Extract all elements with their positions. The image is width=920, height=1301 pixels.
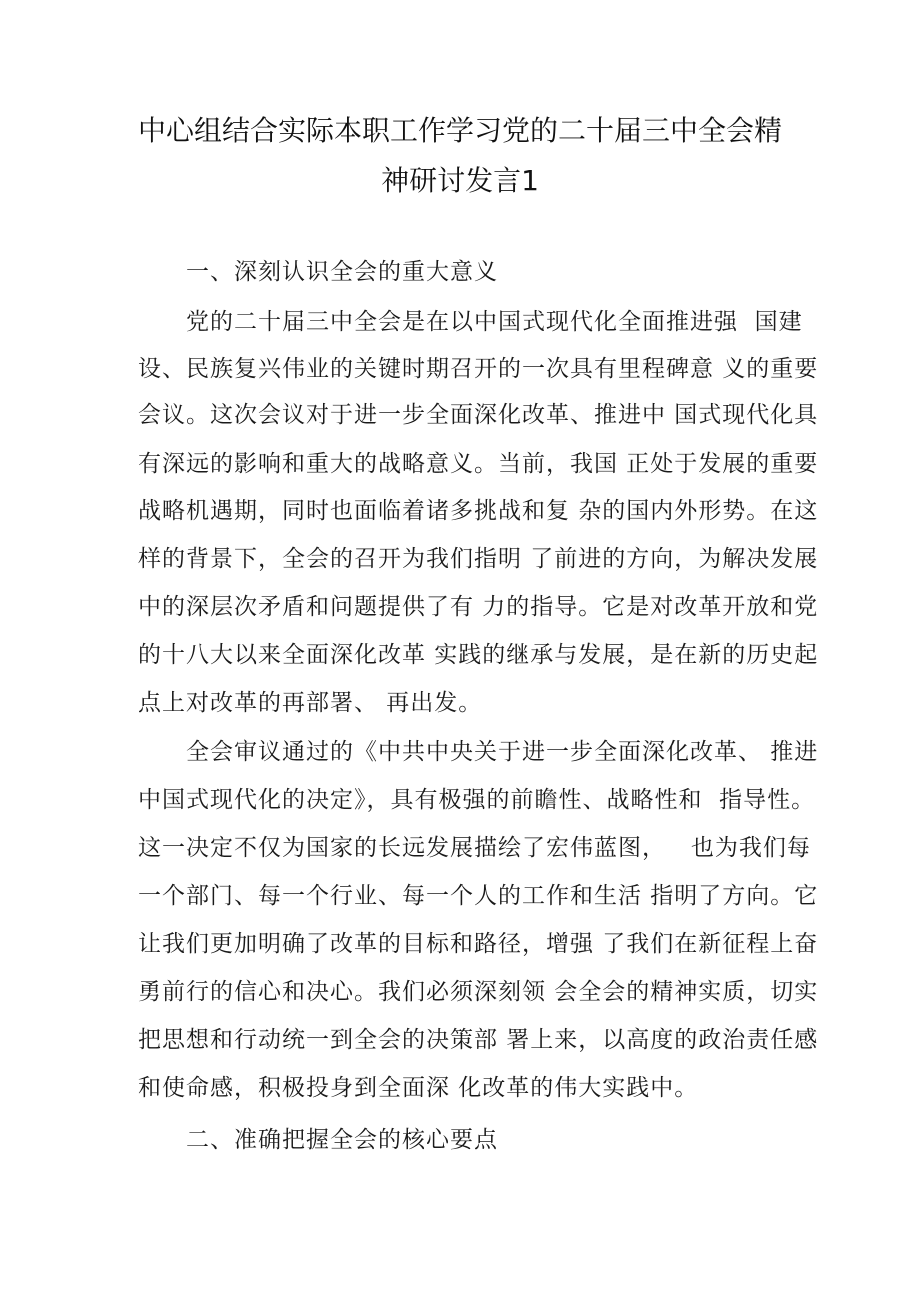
paragraph-line: 战略机遇期，同时也面临着诸多挑战和复 杂的国内外形势。在这	[138, 498, 819, 524]
paragraph-line: 样的背景下，全会的召开为我们指明 了前进的方向，为解决发展	[138, 546, 819, 572]
paragraph-line: 会议。这次会议对于进一步全面深化改革、推进中 国式现代化具	[138, 402, 819, 428]
paragraph-line: 让我们更加明确了改革的目标和路径，增强 了我们在新征程上奋	[138, 931, 819, 957]
paragraph-line: 勇前行的信心和决心。我们必须深刻领 会全会的精神实质，切实	[138, 979, 819, 1005]
paragraph-line: 中的深层次矛盾和问题提供了有 力的指导。它是对改革开放和党	[138, 594, 819, 620]
paragraph-line: 把思想和行动统一到全会的决策部 署上来，以高度的政治责任感	[138, 1027, 819, 1053]
paragraph-line: 这一决定不仅为国家的长远发展描绘了宏伟蓝图， 也为我们每	[138, 835, 811, 861]
paragraph-line: 中国式现代化的决定》，具有极强的前瞻性、战略性和 指导性。	[138, 787, 816, 813]
paragraph-line: 党的二十届三中全会是在以中国式现代化全面推进强 国建	[186, 309, 803, 335]
document-title-line-1: 中心组结合实际本职工作学习党的二十届三中全会精	[137, 114, 782, 147]
paragraph-line: 一个部门、每一个行业、每一个人的工作和生活 指明了方向。它	[138, 883, 819, 909]
paragraph-line: 的十八大以来全面深化改革 实践的继承与发展，是在新的历史起	[138, 642, 819, 668]
paragraph-line: 点上对改革的再部署、 再出发。	[138, 690, 483, 716]
paragraph-line: 设、民族复兴伟业的关键时期召开的一次具有里程碑意 义的重要	[138, 356, 819, 382]
section-heading-2: 二、准确把握全会的核心要点	[186, 1127, 498, 1153]
paragraph-line: 全会审议通过的《中共中央关于进一步全面深化改革、 推进	[186, 739, 819, 765]
section-heading-1: 一、深刻认识全会的重大意义	[186, 259, 498, 285]
paragraph-line: 有深远的影响和重大的战略意义。当前，我国 正处于发展的重要	[138, 451, 819, 477]
document-title-line-2: 神研讨发言1	[381, 164, 539, 197]
paragraph-line: 和使命感，积极投身到全面深 化改革的伟大实践中。	[138, 1075, 699, 1101]
